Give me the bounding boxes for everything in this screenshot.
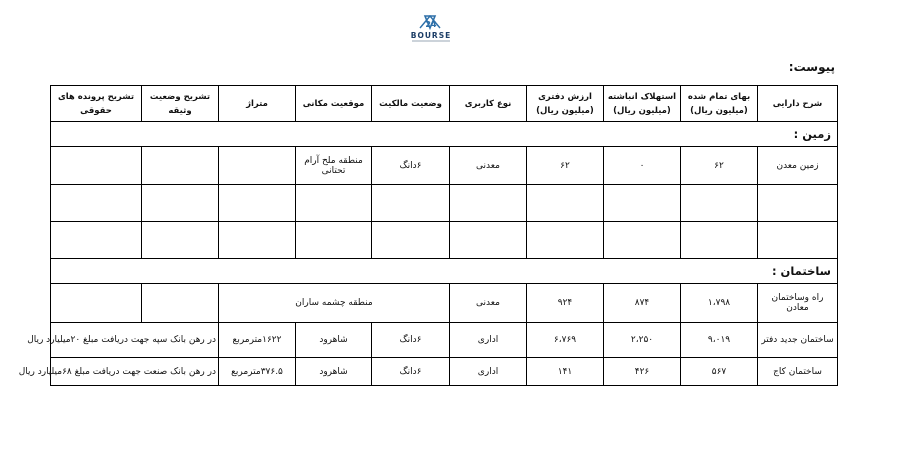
assets-table xyxy=(18,85,838,386)
header-usage: نوع کاربری xyxy=(450,86,527,122)
table-row xyxy=(51,323,838,358)
cell-usage: اداری xyxy=(450,323,527,358)
cell-depreciation: ۸۷۴ xyxy=(604,284,681,323)
section-building-label: ساختمان : xyxy=(51,259,838,284)
cell-collateral: در رهن بانک سپه جهت دریافت مبلغ ۲۰میلیارد ریال xyxy=(51,323,219,358)
cell-cost: ۱،۷۹۸ xyxy=(681,284,758,323)
cell-asset: زمین معدن xyxy=(758,147,838,185)
bourse-logo xyxy=(406,14,456,46)
cell-ownership: ۶دانگ xyxy=(372,358,450,386)
attachment-title: پیوست: xyxy=(788,60,835,74)
cell-book-value: ۹۲۴ xyxy=(527,284,604,323)
header-book-value: ارزش دفتری (میلیون ریال) xyxy=(527,86,604,122)
header-asset-desc: شرح دارایی xyxy=(758,86,838,122)
cell-asset: ساختمان کاج xyxy=(758,358,838,386)
section-land-label: زمین : xyxy=(51,122,838,147)
cell-book-value: ۶،۷۶۹ xyxy=(527,323,604,358)
table-row xyxy=(51,222,838,259)
cell-area xyxy=(219,147,296,185)
logo-mark: 24 xyxy=(425,20,437,29)
table-row xyxy=(51,358,838,386)
header-cost: بهای تمام شده (میلیون ریال) xyxy=(681,86,758,122)
cell-collateral xyxy=(142,147,219,185)
cell-location: منطقه چشمه ساران xyxy=(219,284,450,323)
cell-usage: اداری xyxy=(450,358,527,386)
header-legal: تشریح پرونده های حقوقی xyxy=(51,86,142,122)
table-row xyxy=(51,185,838,222)
header-area: متراژ xyxy=(219,86,296,122)
cell-area: ۱۶۲۲مترمربع xyxy=(219,323,296,358)
cell-depreciation: ۲،۲۵۰ xyxy=(604,323,681,358)
header-depreciation: استهلاک انباشته (میلیون ریال) xyxy=(604,86,681,122)
cell-location: شاهرود xyxy=(296,323,372,358)
table-row xyxy=(51,147,838,185)
table-row xyxy=(51,284,838,323)
cell-location: منطقه ملح آرام تحتانی xyxy=(296,147,372,185)
section-building xyxy=(51,259,838,284)
header-collateral: تشریح وضعیت وثیقه xyxy=(142,86,219,122)
cell-depreciation: ۰ xyxy=(604,147,681,185)
cell-legal xyxy=(51,147,142,185)
cell-legal xyxy=(51,284,142,323)
cell-ownership: ۶دانگ xyxy=(372,147,450,185)
cell-cost: ۹،۰۱۹ xyxy=(681,323,758,358)
cell-book-value: ۱۴۱ xyxy=(527,358,604,386)
cell-book-value: ۶۲ xyxy=(527,147,604,185)
header-location: موقعیت مکانی xyxy=(296,86,372,122)
cell-usage: معدنی xyxy=(450,147,527,185)
cell-cost: ۶۲ xyxy=(681,147,758,185)
cell-cost: ۵۶۷ xyxy=(681,358,758,386)
cell-asset: ساختمان جدید دفتر xyxy=(758,323,838,358)
cell-depreciation: ۴۲۶ xyxy=(604,358,681,386)
cell-asset: راه وساختمان معادن xyxy=(758,284,838,323)
header-ownership: وضعیت مالکیت xyxy=(372,86,450,122)
section-land xyxy=(51,122,838,147)
cell-location: شاهرود xyxy=(296,358,372,386)
cell-usage: معدنی xyxy=(450,284,527,323)
cell-collateral xyxy=(142,284,219,323)
cell-collateral: در رهن بانک صنعت جهت دریافت مبلغ ۶۸میلیارد ریال xyxy=(51,358,219,386)
cell-ownership: ۶دانگ xyxy=(372,323,450,358)
cell-area: ۳۷۶.۵مترمربع xyxy=(219,358,296,386)
header-row xyxy=(51,86,838,122)
logo-text: BOURSE xyxy=(410,31,452,40)
